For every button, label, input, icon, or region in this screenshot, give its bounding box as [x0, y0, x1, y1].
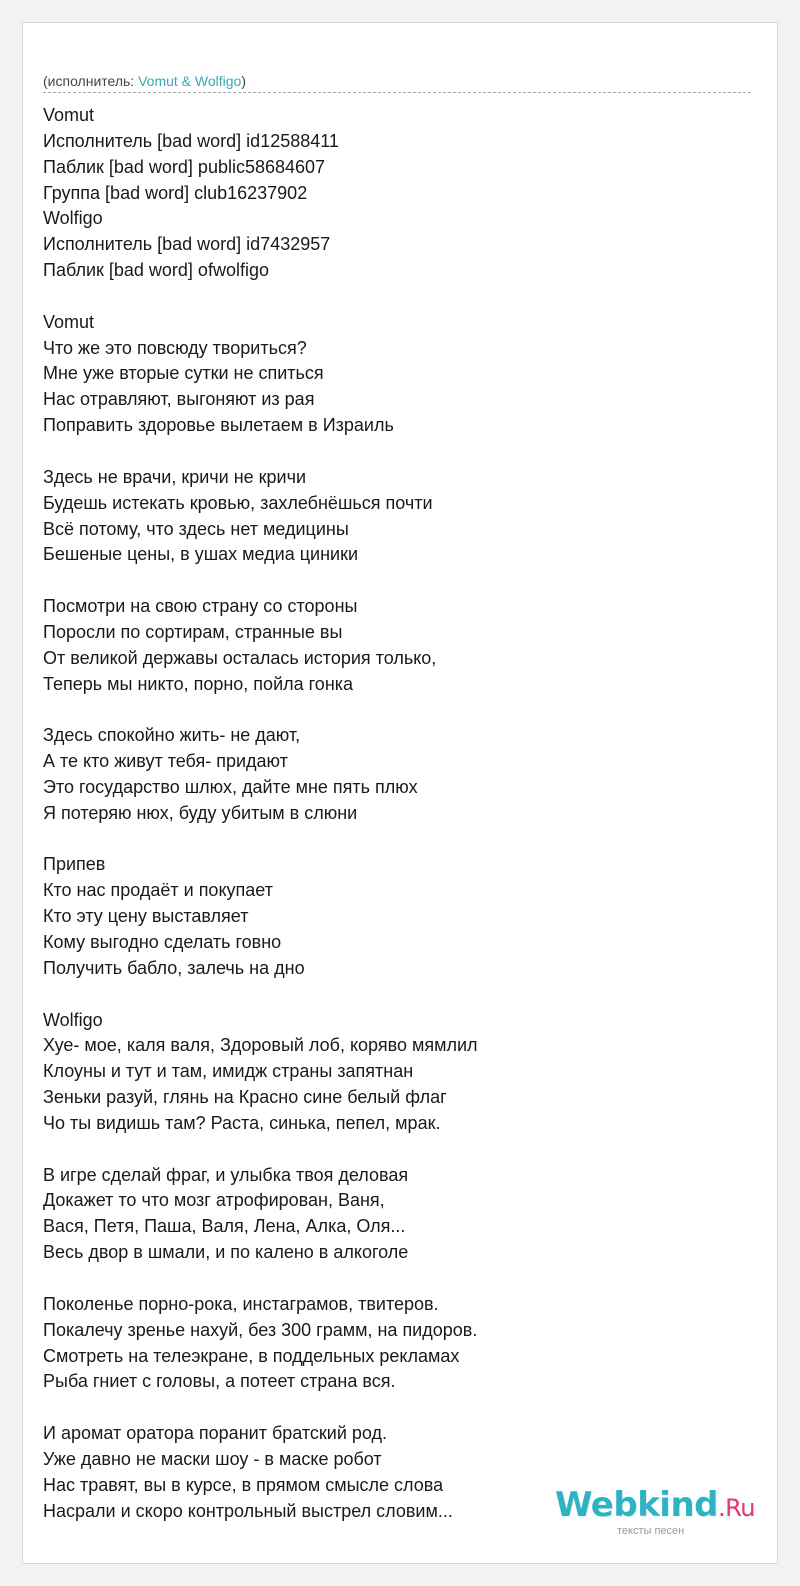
- stanza-gap: [43, 697, 743, 723]
- lyric-line: Рыба гниет с головы, а потеет страна вся.: [43, 1371, 396, 1392]
- header-divider: [43, 92, 751, 93]
- lyric-line: Wolfigo: [43, 1009, 103, 1030]
- site-logo[interactable]: [555, 1485, 755, 1537]
- lyric-line: Зеньки разуй, глянь на Красно сине белый флаг: [43, 1087, 447, 1108]
- stanza-gap: [43, 568, 743, 594]
- lyric-line: От великой державы осталась история только,: [43, 647, 437, 668]
- stanza-gap: [43, 1266, 743, 1292]
- lyric-line: Бешеные цены, в ушах медиа циники: [43, 544, 359, 565]
- lyric-line: Клоуны и тут и там, имидж страны запятнан: [43, 1061, 414, 1082]
- lyric-line: Поросли по сортирам, странные вы: [43, 621, 343, 642]
- lyric-line: Кто нас продаёт и покупает: [43, 880, 273, 901]
- performer-line: [43, 73, 246, 89]
- lyric-line: Поправить здоровье вылетаем в Израиль: [43, 415, 394, 436]
- lyric-line: Vomut: [43, 105, 95, 125]
- lyric-line: Кому выгодно сделать говно: [43, 932, 282, 952]
- lyric-line: В игре сделай фраг, и улыбка твоя деловая: [43, 1164, 409, 1185]
- lyric-line: Wolfigo: [43, 208, 103, 229]
- lyric-line: Чо ты видишь там? Раста, синька, пепел, мрак.: [43, 1112, 441, 1133]
- stanza-gap: [43, 827, 743, 853]
- lyric-line: Паблик [bad word] public58684607: [43, 156, 326, 177]
- lyric-line: Припев: [43, 854, 106, 875]
- logo-name: Webkind: [555, 1485, 718, 1525]
- lyric-line: А те кто живут тебя- придают: [43, 751, 288, 772]
- lyric-line: Докажет то что мозг атрофирован, Ваня,: [43, 1190, 385, 1211]
- lyric-line: Кто эту цену выставляет: [43, 906, 249, 927]
- lyric-line: Поколенье порно-рока, инстаграмов, твитеров.: [43, 1293, 439, 1314]
- lyric-line: Вася, Петя, Паша, Валя, Лена, Алка, Оля...: [43, 1216, 406, 1237]
- logo-wordmark: [555, 1485, 755, 1525]
- lyrics-card: [22, 22, 778, 1564]
- lyric-line: Vomut: [43, 311, 95, 332]
- lyric-line: Посмотри на свою страну со стороны: [43, 596, 358, 617]
- lyric-line: Паблик [bad word] ofwolfigo: [43, 260, 269, 281]
- lyric-line: Насрали и скоро контрольный выстрел словим...: [43, 1500, 453, 1521]
- stanza-gap: [43, 1137, 743, 1163]
- lyric-line: И аромат оратора поранит братский род.: [43, 1423, 388, 1444]
- performer-suffix: ): [241, 73, 247, 89]
- logo-tld: .Ru: [718, 1494, 755, 1522]
- lyric-line: Группа [bad word] club16237902: [43, 182, 308, 203]
- lyric-line: Это государство шлюх, дайте мне пять плюх: [43, 776, 418, 797]
- lyric-line: Что же это повсюду твориться?: [43, 337, 307, 358]
- stanza-gap: [43, 982, 743, 1008]
- lyric-line: Нас отравляют, выгоняют из рая: [43, 389, 315, 410]
- performer-prefix: (исполнитель:: [43, 73, 139, 89]
- lyric-line: Теперь мы никто, порно, пойла гонка: [43, 673, 354, 694]
- lyric-line: Здесь спокойно жить- не дают,: [43, 725, 301, 746]
- logo-tagline: тексты песен: [617, 1525, 685, 1537]
- lyric-line: Здесь не врачи, кричи не кричи: [43, 466, 307, 487]
- lyric-line: Получить бабло, залечь на дно: [43, 957, 305, 978]
- lyric-line: Я потеряю нюх, буду убитым в слюни: [43, 802, 358, 823]
- performer-link[interactable]: Vomut & Wolfigo: [138, 73, 242, 89]
- lyric-line: Исполнитель [bad word] id12588411: [43, 130, 339, 151]
- lyric-line: Покалечу зренье нахуй, без 300 грамм, на пидоров.: [43, 1319, 478, 1340]
- lyric-line: Весь двор в шмали, и по калено в алкоголе: [43, 1242, 409, 1263]
- lyric-line: Будешь истекать кровью, захлебнёшься почти: [43, 492, 433, 513]
- lyrics-text: [43, 103, 743, 1524]
- lyric-line: Уже давно не маски шоу - в маске робот: [43, 1448, 382, 1469]
- lyric-line: Хуе- мое, каля валя, Здоровый лоб, коряво мямлил: [43, 1035, 478, 1056]
- lyric-line: Мне уже вторые сутки не спиться: [43, 363, 324, 384]
- stanza-gap: [43, 439, 743, 465]
- lyric-line: Смотреть на телеэкране, в поддельных рекламах: [43, 1345, 460, 1366]
- lyric-line: Исполнитель [bad word] id7432957: [43, 234, 331, 255]
- stanza-gap: [43, 1395, 743, 1421]
- stanza-gap: [43, 284, 743, 310]
- lyric-line: Нас травят, вы в курсе, в прямом смысле слова: [43, 1474, 444, 1495]
- lyric-line: Всё потому, что здесь нет медицины: [43, 518, 349, 539]
